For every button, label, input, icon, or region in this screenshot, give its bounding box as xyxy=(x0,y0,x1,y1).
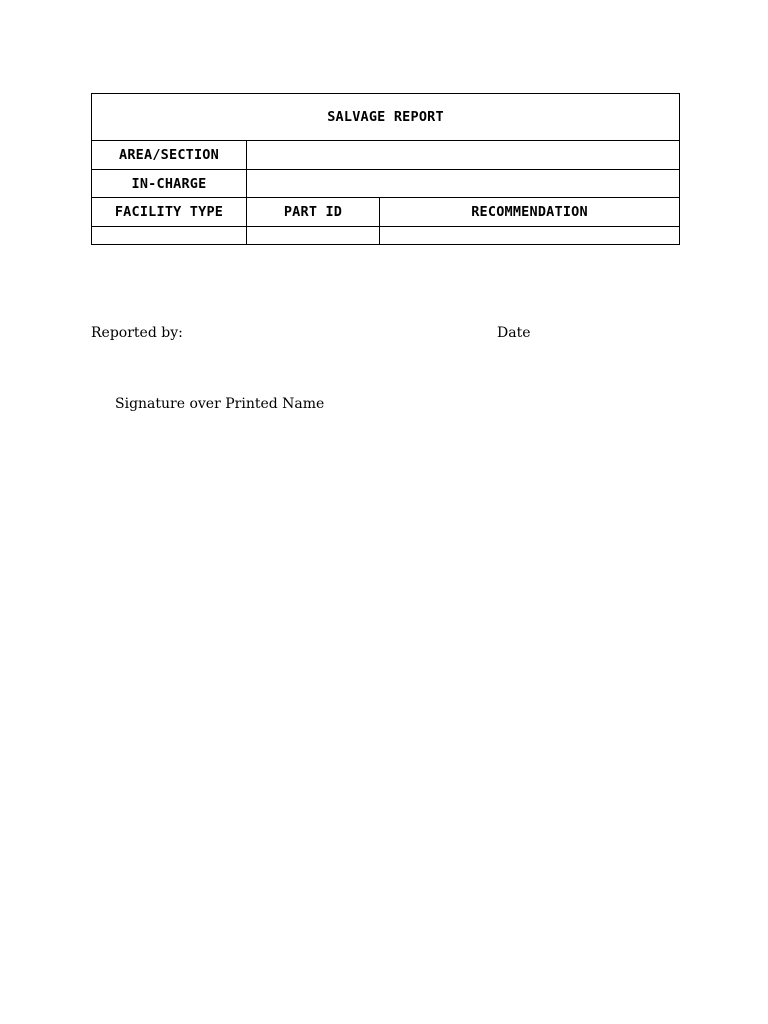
table-row xyxy=(92,227,680,245)
in-charge-label: IN-CHARGE xyxy=(92,170,247,198)
recommendation-cell[interactable] xyxy=(380,227,680,245)
facility-type-header: FACILITY TYPE xyxy=(92,198,247,227)
in-charge-field[interactable] xyxy=(247,170,680,198)
date-label: Date xyxy=(497,325,531,341)
salvage-report-table xyxy=(91,93,680,245)
recommendation-header: RECOMMENDATION xyxy=(380,198,680,227)
in-charge-row xyxy=(92,170,680,198)
signature-label: Signature over Printed Name xyxy=(115,396,325,412)
reported-by-label: Reported by: xyxy=(91,325,183,341)
title-row xyxy=(92,94,680,141)
area-section-field[interactable] xyxy=(247,141,680,170)
area-section-label: AREA/SECTION xyxy=(92,141,247,170)
form-title: SALVAGE REPORT xyxy=(92,94,680,141)
column-header-row xyxy=(92,198,680,227)
part-id-cell[interactable] xyxy=(247,227,380,245)
part-id-header: PART ID xyxy=(247,198,380,227)
facility-type-cell[interactable] xyxy=(92,227,247,245)
area-section-row xyxy=(92,141,680,170)
